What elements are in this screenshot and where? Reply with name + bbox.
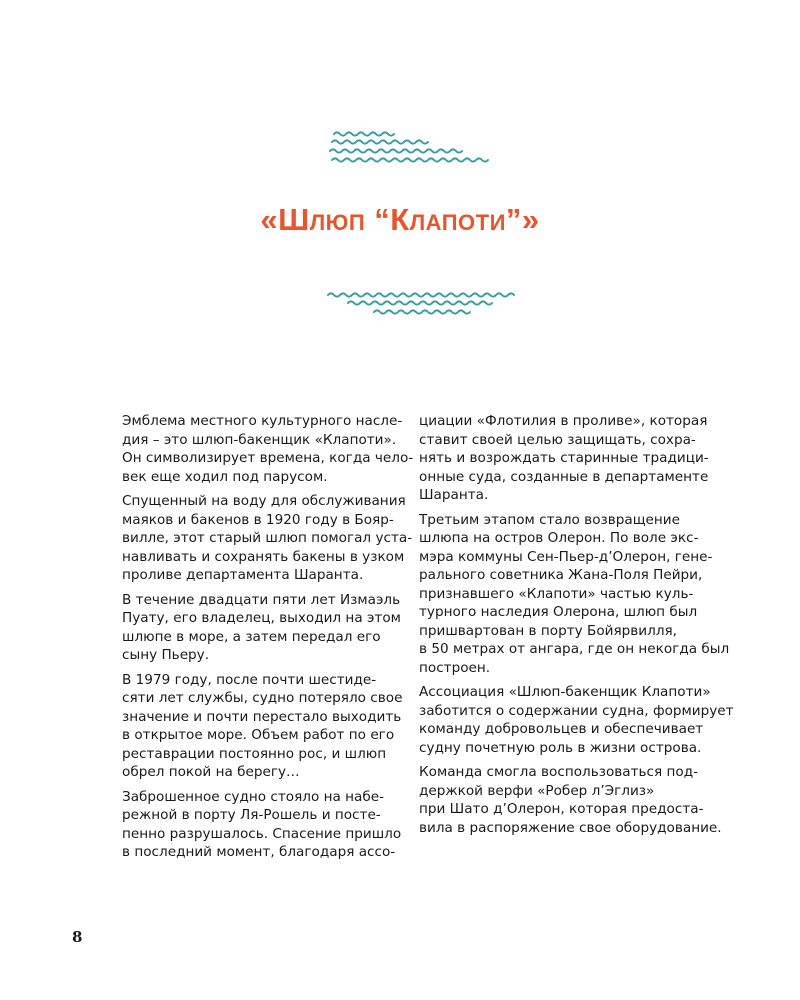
text-line: вилле, этот старый шлюп помогал уста- bbox=[122, 530, 413, 546]
text-line: век еще ходил под парусом. bbox=[122, 468, 328, 485]
text-line: режной в порту Ля-Рошель и посте- bbox=[122, 807, 381, 823]
text-line: ставит своей целью защищать, сохра- bbox=[419, 431, 696, 448]
text-line: судну почетную роль в жизни острова. bbox=[419, 739, 702, 756]
text-line: в последний момент, благодаря ассо- bbox=[122, 844, 396, 860]
paragraph bbox=[122, 492, 413, 585]
text-line: Команда смогла воспользоваться под- bbox=[419, 764, 699, 780]
text-line: вила в распоряжение свое оборудование. bbox=[419, 819, 722, 836]
text-line: маяков и бакенов в 1920 году в Бояр- bbox=[122, 511, 394, 528]
text-line: циации «Флотилия в проливе», которая bbox=[419, 413, 708, 429]
text-line: Пуату, его владелец, выходил на этом bbox=[122, 610, 401, 626]
text-line: онные суда, созданные в департаменте bbox=[419, 468, 709, 485]
text-line: проливе департамента Шаранта. bbox=[122, 567, 364, 583]
paragraph bbox=[122, 788, 402, 862]
paragraph bbox=[419, 412, 709, 505]
text-line: рального советника Жана-Поля Пейри, bbox=[419, 567, 703, 583]
text-line: реставрации постоянно рос, и шлюп bbox=[122, 745, 387, 762]
text-line: в 50 метрах от ангара, где он некогда был bbox=[419, 641, 730, 657]
wave-line bbox=[374, 310, 470, 313]
wave-line bbox=[330, 149, 462, 152]
text-line: заботится о содержании судна, формирует bbox=[419, 702, 734, 719]
text-column-left bbox=[122, 412, 414, 868]
text-line: турного наследия Олерона, шлюп был bbox=[419, 604, 698, 620]
text-line: Заброшенное судно стояло на набе- bbox=[122, 788, 385, 805]
text-line: дия – это шлюп-бакенщик «Клапоти». bbox=[122, 431, 397, 448]
text-line: Ассоциация «Шлюп-бакенщик Клапоти» bbox=[419, 684, 711, 700]
paragraph bbox=[122, 412, 414, 486]
text-line: признавшего «Клапоти» частью куль- bbox=[419, 585, 694, 602]
text-line: держкой верфи «Робер л’Эглиз» bbox=[419, 782, 655, 799]
text-line: Эмблема местного культурного насле- bbox=[122, 413, 403, 429]
text-line: в открытое море. Объем работ по его bbox=[122, 727, 395, 743]
text-line: пришвартован в порту Бойярвилля, bbox=[419, 622, 678, 639]
text-line: обрел покой на берегу… bbox=[122, 764, 300, 780]
text-line: Третьим этапом стало возвращение bbox=[419, 511, 680, 528]
text-column-right bbox=[419, 412, 734, 843]
text-line: Спущенный на воду для обслуживания bbox=[122, 493, 406, 509]
text-line: Шаранта. bbox=[419, 487, 489, 503]
page-title: «Шлюп “Клапоти”» bbox=[260, 202, 540, 237]
paragraph bbox=[122, 591, 401, 665]
text-line: мэра коммуны Сен-Пьер-д’Олерон, гене- bbox=[419, 548, 713, 565]
text-line: значение и почти перестало выходить bbox=[122, 708, 402, 725]
text-line: сыну Пьеру. bbox=[122, 647, 210, 663]
text-line: В 1979 году, после почти шестиде- bbox=[122, 671, 377, 688]
text-line: пенно разрушалось. Спасение пришло bbox=[122, 825, 402, 842]
text-line: построен. bbox=[419, 659, 491, 676]
waves-icon bbox=[326, 287, 516, 321]
paragraph bbox=[122, 671, 403, 782]
wave-line bbox=[332, 140, 428, 143]
waves-icon bbox=[326, 128, 496, 168]
text-line: сяти лет службы, судно потеряло свое bbox=[122, 690, 403, 706]
wave-line bbox=[332, 158, 488, 161]
wave-line bbox=[334, 132, 394, 135]
text-line: шлюпе в море, а затем передал его bbox=[122, 628, 381, 645]
text-line: шлюпа на остров Олерон. По воле экс- bbox=[419, 530, 699, 546]
text-line: команду добровольцев и обеспечивает bbox=[419, 721, 704, 737]
text-line: В течение двадцати пяти лет Измаэль bbox=[122, 591, 401, 608]
text-line: при Шато д’Олерон, которая предоста- bbox=[419, 801, 704, 817]
text-line: навливать и сохранять бакены в узком bbox=[122, 548, 405, 565]
page-number: 8 bbox=[72, 928, 83, 946]
text-line: нять и возрождать старинные традици- bbox=[419, 450, 709, 466]
wave-line bbox=[328, 293, 514, 296]
paragraph bbox=[419, 763, 722, 837]
text-line: Он символизирует времена, когда чело- bbox=[122, 450, 414, 466]
paragraph bbox=[419, 683, 734, 757]
paragraph bbox=[419, 511, 730, 678]
wave-line bbox=[348, 301, 492, 304]
